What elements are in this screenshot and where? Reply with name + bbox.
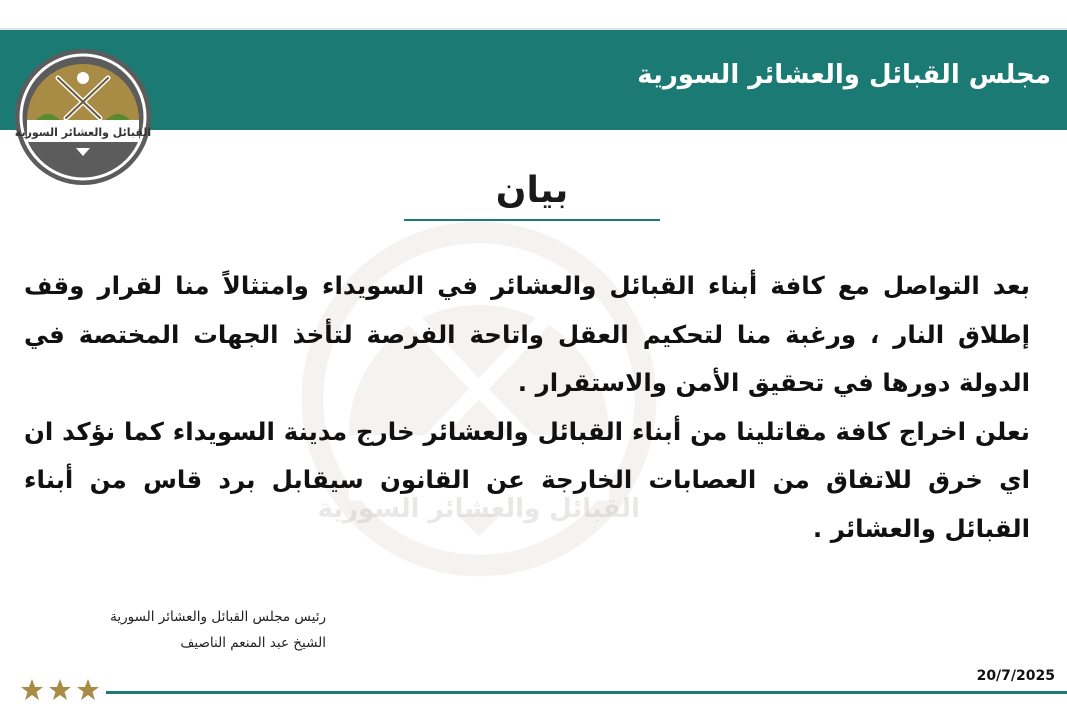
header-title: مجلس القبائل والعشائر السورية bbox=[637, 60, 1051, 90]
statement-paragraph-1: بعد التواصل مع كافة أبناء القبائل والعشائر في السويداء وامتثالاً منا لقرار وقف إطلاق النار ، ورغبة منا لتحكيم العقل واتاحة الفرصة لتأخذ الجهات المختصة في الدولة دورها في تحقيق الأمن والاستقرار . bbox=[24, 271, 1030, 397]
stars bbox=[20, 678, 100, 706]
watermark-text: القبائل والعشائر السورية bbox=[317, 494, 640, 524]
statement-paragraph-2: نعلن اخراج كافة مقاتلينا من أبناء القبائل والعشائر خارج مدينة السويداء كما نؤكد ان اي خرق للاتفاق من العصابات الخارجة عن القانون سيقابل برد قاس من أبناء القبائل والعشائر . bbox=[24, 416, 1030, 543]
star-icon bbox=[20, 678, 44, 706]
header-bar bbox=[0, 28, 1067, 130]
star-icon bbox=[48, 678, 72, 706]
council-logo bbox=[14, 48, 152, 186]
statement-body bbox=[24, 262, 1030, 553]
title-underline bbox=[404, 219, 660, 221]
signature-name: الشيخ عبد المنعم الناصيف bbox=[180, 635, 326, 651]
signature-role: رئيس مجلس القبائل والعشائر السورية bbox=[110, 609, 326, 625]
footer-line bbox=[106, 691, 1067, 694]
star-icon bbox=[76, 678, 100, 706]
statement-date: 20/7/2025 bbox=[976, 668, 1055, 684]
signature-block bbox=[36, 604, 326, 656]
statement-title: بيان bbox=[495, 170, 569, 211]
logo-label: القبائل والعشائر السورية bbox=[14, 126, 152, 139]
